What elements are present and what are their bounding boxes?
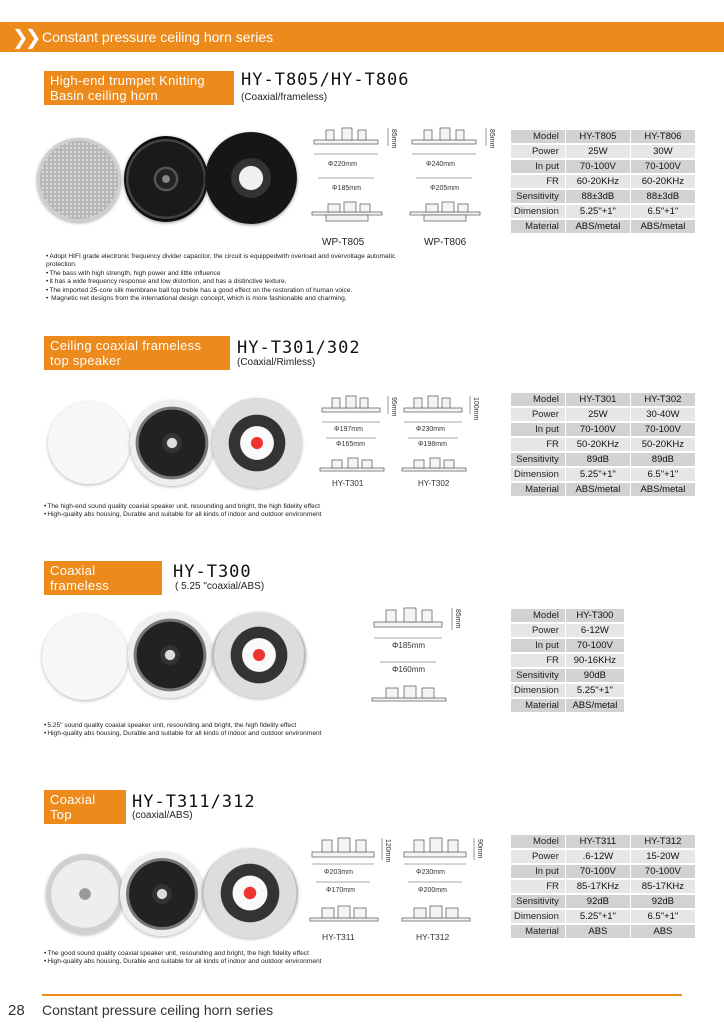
speaker-front-photo	[124, 136, 208, 222]
spec-cell: 25W	[566, 145, 630, 158]
spec-cell: 88±3dB	[631, 190, 695, 203]
speaker-front-photo	[120, 852, 204, 936]
spec-cell: 70-100V	[631, 160, 695, 173]
feature-item: • Adopt HIFI grade electronic frequency divider capacitor, the circuit is equippedwith overload and overvoltage automatic protection.	[46, 253, 426, 270]
model-subtitle: ( 5.25 "coaxial/ABS)	[175, 581, 265, 592]
feature-item: • The good sound quality coaxial speaker unit, resounding and bright, the high fidelity effect	[44, 950, 424, 958]
spec-cell: 5.25"+1"	[566, 468, 630, 481]
height-label: 120mm	[384, 839, 391, 863]
height-label: 85mm	[454, 609, 461, 629]
spec-cell: HY-T805	[566, 130, 630, 143]
spec-cell: HY-T300	[566, 609, 624, 622]
feature-item: • 5.25" sound quality coaxial speaker unit, resounding and bright, the high fidelity effect	[44, 722, 424, 730]
spec-label: Power	[511, 850, 565, 863]
spec-cell: ABS/metal	[631, 483, 695, 496]
spec-label: FR	[511, 175, 565, 188]
spec-cell: ABS	[631, 925, 695, 938]
spec-cell: HY-T312	[631, 835, 695, 848]
spec-cell: 60-20KHz	[566, 175, 630, 188]
spec-cell: 5.25"+1"	[566, 910, 630, 923]
drawing-caption: WP-T806	[424, 237, 467, 248]
feature-list	[44, 503, 424, 520]
model-subtitle: (Coaxial/Rimless)	[237, 357, 316, 368]
product-name-box	[44, 71, 234, 105]
speaker-grille-photo	[42, 614, 128, 700]
spec-cell: HY-T806	[631, 130, 695, 143]
feature-item: • It has a wide frequency response and low distortion, and has a distinctive texture.	[46, 278, 426, 286]
model-subtitle: (Coaxial/frameless)	[241, 92, 328, 103]
height-label: 100mm	[472, 397, 479, 421]
spec-label: Material	[511, 483, 565, 496]
dimension-drawing	[318, 392, 402, 492]
product-name-line: Basin ceiling horn	[50, 88, 159, 103]
cutout-label: Φ160mm	[392, 665, 426, 674]
spec-label: Material	[511, 925, 565, 938]
spec-cell: 70-100V	[566, 639, 624, 652]
spec-cell: 89dB	[631, 453, 695, 466]
dimension-drawing	[398, 834, 490, 946]
dimension-drawing	[368, 604, 468, 716]
feature-list	[46, 253, 426, 303]
speaker-rear-photo	[212, 398, 302, 488]
dimension-drawing	[308, 124, 404, 248]
speaker-rear-photo	[202, 848, 298, 938]
product-name-line: Coaxial frameless	[50, 563, 110, 593]
spec-cell: 88±3dB	[566, 190, 630, 203]
product-name-line: top speaker	[50, 353, 122, 368]
spec-cell: 70-100V	[566, 865, 630, 878]
width-label: Φ203mm	[324, 869, 353, 876]
spec-label: Sensitivity	[511, 895, 565, 908]
spec-label: Model	[511, 130, 565, 143]
drawing-caption: HY-T301	[332, 479, 364, 488]
cutout-label: Φ165mm	[336, 441, 365, 448]
speaker-rear-photo	[205, 132, 297, 224]
model-title: HY-T805/HY-T806	[241, 70, 410, 90]
dimension-drawing	[306, 834, 398, 946]
spec-label: Dimension	[511, 468, 565, 481]
feature-item: • High-quality abs housing, Durable and suitable for all kinds of indoor and outdoor environment	[44, 958, 424, 966]
height-label: 85mm	[390, 129, 397, 149]
spec-cell: HY-T302	[631, 393, 695, 406]
speaker-front-photo	[128, 612, 212, 698]
page-number: 28	[8, 1002, 25, 1019]
spec-label: Dimension	[511, 684, 565, 697]
height-label: 90mm	[476, 839, 483, 859]
cutout-label: Φ170mm	[326, 887, 355, 894]
spec-table	[510, 607, 625, 714]
product-name-line: ceiling speaker	[50, 593, 142, 608]
spec-cell: 85-17KHz	[566, 880, 630, 893]
spec-label: Power	[511, 408, 565, 421]
width-label: Φ240mm	[426, 161, 455, 168]
height-label: 95mm	[390, 397, 397, 417]
product-name-line: Coaxial Top	[50, 792, 96, 822]
product-name-box	[44, 561, 162, 608]
spec-label: Power	[511, 145, 565, 158]
spec-cell: 60-20KHz	[631, 175, 695, 188]
feature-item: • High-quality abs housing, Durable and suitable for all kinds of indoor and outdoor environment	[44, 511, 424, 519]
spec-cell: 70-100V	[631, 865, 695, 878]
spec-cell: ABS/metal	[566, 699, 624, 712]
width-label: Φ230mm	[416, 869, 445, 876]
spec-cell: 70-100V	[631, 423, 695, 436]
spec-label: Material	[511, 220, 565, 233]
spec-table	[510, 833, 696, 940]
speaker-rear-photo	[212, 612, 306, 698]
spec-label: Dimension	[511, 205, 565, 218]
spec-label: In put	[511, 639, 565, 652]
spec-cell: 30W	[631, 145, 695, 158]
spec-cell: 5.25"+1"	[566, 205, 630, 218]
spec-label: In put	[511, 865, 565, 878]
spec-label: FR	[511, 880, 565, 893]
spec-table	[510, 391, 696, 498]
spec-label: In put	[511, 423, 565, 436]
spec-label: Model	[511, 609, 565, 622]
spec-cell: 5.25"+1"	[566, 684, 624, 697]
spec-cell: 70-100V	[566, 160, 630, 173]
spec-cell: 6-12W	[566, 624, 624, 637]
spec-label: FR	[511, 438, 565, 451]
spec-label: In put	[511, 160, 565, 173]
width-label: Φ185mm	[392, 641, 426, 650]
speaker-front-photo	[130, 400, 214, 486]
dimension-drawing	[400, 392, 484, 492]
width-label: Φ220mm	[328, 161, 357, 168]
model-subtitle: (coaxial/ABS)	[132, 810, 193, 821]
drawing-caption: WP-T805	[322, 237, 365, 248]
dimension-drawing	[406, 124, 502, 248]
model-title: HY-T300	[173, 562, 252, 582]
spec-cell: .6-12W	[566, 850, 630, 863]
spec-cell: 85-17KHz	[631, 880, 695, 893]
spec-cell: HY-T301	[566, 393, 630, 406]
cutout-label: Φ205mm	[430, 185, 459, 192]
footer-title: Constant pressure ceiling horn series	[42, 1002, 274, 1018]
header-bar	[0, 22, 724, 52]
page-header-title: Constant pressure ceiling horn series	[42, 29, 274, 45]
footer-divider	[42, 994, 682, 996]
product-name-line: ceiling horn	[50, 822, 89, 852]
speaker-grille-photo	[48, 402, 130, 484]
spec-cell: 89dB	[566, 453, 630, 466]
spec-cell: ABS	[566, 925, 630, 938]
cutout-label: Φ185mm	[332, 185, 361, 192]
spec-cell: 92dB	[566, 895, 630, 908]
product-name-box	[44, 790, 126, 852]
spec-label: Sensitivity	[511, 453, 565, 466]
feature-item: • The high-end sound quality coaxial speaker unit, resounding and bright, the high fidelity effect	[44, 503, 424, 511]
drawing-caption: HY-T302	[418, 479, 450, 488]
spec-cell: 92dB	[631, 895, 695, 908]
spec-cell: 6.5"+1"	[631, 205, 695, 218]
spec-label: Material	[511, 699, 565, 712]
speaker-grille-photo	[46, 854, 124, 934]
feature-list	[44, 722, 424, 739]
spec-table	[510, 128, 696, 235]
model-title: HY-T301/302	[237, 338, 361, 358]
spec-cell: 25W	[566, 408, 630, 421]
spec-label: Dimension	[511, 910, 565, 923]
spec-cell: ABS/metal	[566, 483, 630, 496]
spec-cell: 6.5"+1"	[631, 910, 695, 923]
spec-label: Model	[511, 835, 565, 848]
product-name-line: Ceiling coaxial frameless	[50, 338, 202, 353]
spec-cell: ABS/metal	[631, 220, 695, 233]
speaker-grille-photo	[37, 138, 121, 222]
width-label: Φ197mm	[334, 426, 363, 433]
cutout-label: Φ198mm	[418, 441, 447, 448]
spec-label: Sensitivity	[511, 669, 565, 682]
spec-cell: 15-20W	[631, 850, 695, 863]
chevron-right-icon: ❯❯	[12, 25, 38, 49]
spec-cell: ABS/metal	[566, 220, 630, 233]
spec-cell: 30-40W	[631, 408, 695, 421]
feature-list	[44, 950, 424, 967]
feature-item: • The imported 25-core silk membrane ball top treble has a good effect on the restoration of human voice.	[46, 287, 426, 295]
spec-cell: 6.5"+1"	[631, 468, 695, 481]
height-label: 85mm	[488, 129, 495, 149]
width-label: Φ230mm	[416, 426, 445, 433]
spec-cell: 90-16KHz	[566, 654, 624, 667]
spec-cell: 90dB	[566, 669, 624, 682]
drawing-caption: HY-T311	[322, 932, 355, 942]
spec-cell: 50-20KHz	[631, 438, 695, 451]
drawing-caption: HY-T312	[416, 932, 450, 942]
model-title: HY-T311/312	[132, 792, 256, 812]
feature-item: • High-quality abs housing, Durable and suitable for all kinds of indoor and outdoor environment	[44, 730, 424, 738]
spec-cell: HY-T311	[566, 835, 630, 848]
product-name-line: High-end trumpet Knitting	[50, 73, 205, 88]
spec-label: Model	[511, 393, 565, 406]
product-name-box	[44, 336, 230, 370]
feature-item: • Magnetic net designs from the international design concept, which is more fashionable and charming.	[46, 295, 426, 303]
spec-cell: 70-100V	[566, 423, 630, 436]
spec-label: FR	[511, 654, 565, 667]
feature-item: • The bass with high strength, high power and little influence	[46, 270, 426, 278]
spec-label: Power	[511, 624, 565, 637]
spec-cell: 50-20KHz	[566, 438, 630, 451]
cutout-label: Φ200mm	[418, 887, 447, 894]
spec-label: Sensitivity	[511, 190, 565, 203]
